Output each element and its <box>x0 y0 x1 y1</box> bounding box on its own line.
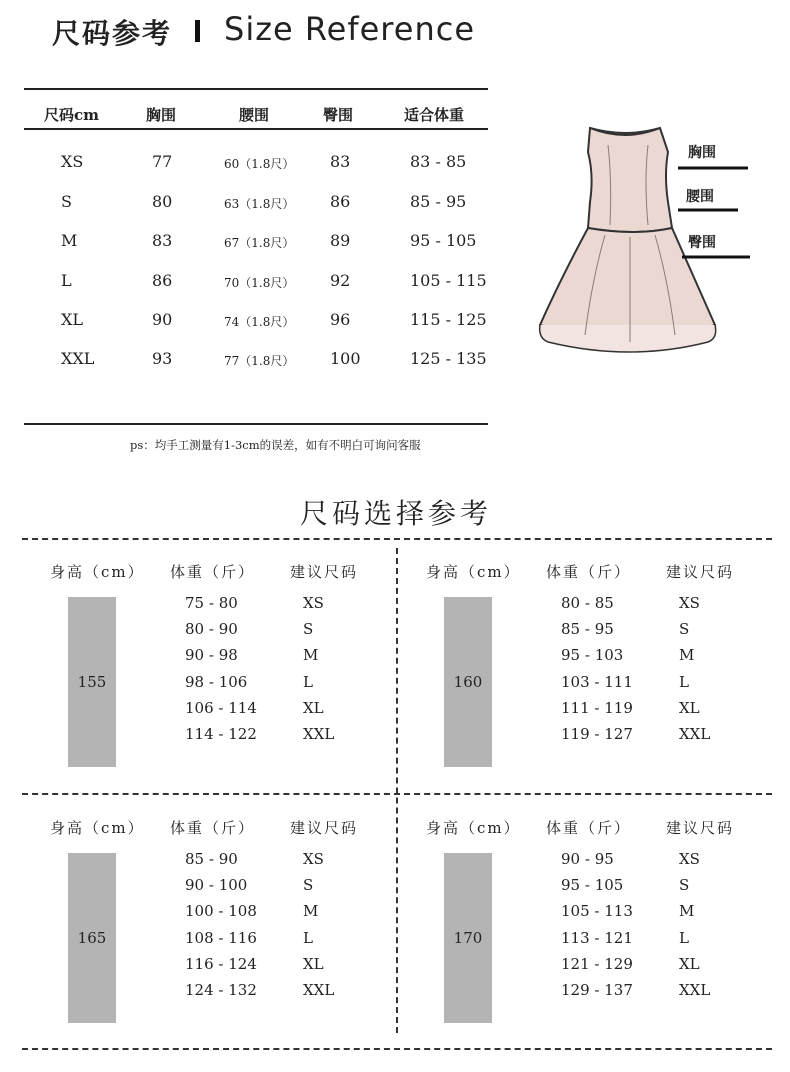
size-table-waist-cell: 67（1.8尺） <box>224 236 295 250</box>
recommended-size: L <box>679 928 689 947</box>
size-column-header: 建议尺码 <box>666 819 735 837</box>
size-table-size-cell: XXL <box>61 349 95 368</box>
weight-range: 106 - 114 <box>185 698 257 717</box>
recommended-size: XL <box>303 698 324 717</box>
weight-range: 75 - 80 <box>185 594 238 612</box>
size-table-hip-cell: 96 <box>330 310 351 329</box>
size-column-header: 建议尺码 <box>290 819 359 837</box>
height-column-header: 身高（cm） <box>426 563 521 581</box>
recommended-size: XL <box>679 954 700 973</box>
height-column-header: 身高（cm） <box>426 819 521 837</box>
size-table-size-cell: S <box>61 192 72 211</box>
recommended-size: XS <box>679 594 700 612</box>
recommended-size: L <box>679 672 689 691</box>
size-table-weight-cell: 115 - 125 <box>410 310 487 329</box>
col-header-chest: 胸围 <box>146 106 177 124</box>
weight-range: 90 - 100 <box>185 876 248 895</box>
weight-range: 119 - 127 <box>561 725 633 743</box>
size-table-hip-cell: 100 <box>330 349 361 368</box>
recommended-size: M <box>679 902 695 921</box>
recommended-size: L <box>303 928 313 947</box>
size-table-waist-cell: 70（1.8尺） <box>224 276 295 290</box>
size-table-chest-cell: 93 <box>152 349 173 368</box>
recommended-size: XS <box>679 850 700 868</box>
size-table-hip-cell: 86 <box>330 192 351 211</box>
weight-range: 100 - 108 <box>185 902 257 921</box>
grid-vertical-dash <box>396 548 398 1033</box>
size-table-chest-cell: 83 <box>152 231 173 250</box>
recommended-size: S <box>303 620 314 639</box>
col-header-weight: 适合体重 <box>404 106 465 124</box>
recommended-size: S <box>679 876 690 895</box>
weight-range: 98 - 106 <box>185 672 248 691</box>
size-table-waist-cell: 77（1.8尺） <box>224 354 295 368</box>
weight-range: 103 - 111 <box>561 672 633 691</box>
recommended-size: S <box>303 876 314 895</box>
weight-range: 116 - 124 <box>185 954 257 973</box>
dress-label-hip: 臀围 <box>688 235 716 251</box>
weight-range: 90 - 98 <box>185 646 238 665</box>
size-table-chest-cell: 90 <box>152 310 173 329</box>
size-table-hip-cell: 83 <box>330 152 351 171</box>
col-header-waist: 腰围 <box>239 106 270 124</box>
recommended-size: L <box>303 672 313 691</box>
recommended-size: XL <box>303 954 324 973</box>
recommended-size: XXL <box>679 725 711 743</box>
height-bar: 160 <box>444 597 492 767</box>
size-table-hip-cell: 89 <box>330 231 351 250</box>
height-column-header: 身高（cm） <box>50 563 145 581</box>
height-bar: 170 <box>444 853 492 1023</box>
weight-column-header: 体重（斤） <box>170 563 256 581</box>
weight-range: 129 - 137 <box>561 981 633 999</box>
weight-range: 80 - 90 <box>185 620 238 639</box>
weight-range: 85 - 95 <box>561 620 614 639</box>
weight-column-header: 体重（斤） <box>546 819 632 837</box>
weight-column-header: 体重（斤） <box>170 819 256 837</box>
weight-range: 85 - 90 <box>185 850 238 868</box>
weight-range: 124 - 132 <box>185 981 257 999</box>
weight-range: 111 - 119 <box>561 698 633 717</box>
size-table-chest-cell: 80 <box>152 192 173 211</box>
selection-title: 尺码选择参考 <box>300 497 493 530</box>
weight-range: 114 - 122 <box>185 725 257 743</box>
size-table-weight-cell: 95 - 105 <box>410 231 477 250</box>
page-title-cn: 尺码参考 <box>52 17 173 50</box>
weight-range: 95 - 105 <box>561 876 624 895</box>
col-header-hip: 臀围 <box>323 106 354 124</box>
recommended-size: XXL <box>303 981 335 999</box>
weight-range: 108 - 116 <box>185 928 257 947</box>
recommended-size: XXL <box>303 725 335 743</box>
size-table-size-cell: XS <box>61 152 84 171</box>
weight-column-header: 体重（斤） <box>546 563 632 581</box>
size-table-chest-cell: 86 <box>152 271 173 290</box>
recommended-size: XS <box>303 850 324 868</box>
col-header-size: 尺码cm <box>44 106 100 124</box>
height-bar: 165 <box>68 853 116 1023</box>
measurement-note: ps：均手工测量有1-3cm的误差，如有不明白可询问客服 <box>130 438 421 452</box>
dress-label-chest: 胸围 <box>688 145 716 161</box>
weight-range: 105 - 113 <box>561 902 633 921</box>
height-bar: 155 <box>68 597 116 767</box>
dress-label-waist: 腰围 <box>686 189 714 205</box>
size-column-header: 建议尺码 <box>290 563 359 581</box>
recommended-size: S <box>679 620 690 639</box>
grid-top-dash <box>22 538 772 540</box>
size-table-weight-cell: 85 - 95 <box>410 192 467 211</box>
table-header-rule <box>24 128 488 130</box>
dress-illustration <box>530 110 770 360</box>
height-column-header: 身高（cm） <box>50 819 145 837</box>
size-table-size-cell: XL <box>61 310 84 329</box>
size-table-waist-cell: 74（1.8尺） <box>224 315 295 329</box>
table-bottom-rule <box>24 423 488 425</box>
size-table-chest-cell: 77 <box>152 152 173 171</box>
size-table-waist-cell: 63（1.8尺） <box>224 197 295 211</box>
size-table-size-cell: M <box>61 231 78 250</box>
weight-range: 121 - 129 <box>561 954 633 973</box>
weight-range: 80 - 85 <box>561 594 614 612</box>
size-column-header: 建议尺码 <box>666 563 735 581</box>
size-table-hip-cell: 92 <box>330 271 351 290</box>
table-top-rule <box>24 88 488 90</box>
page-title-en: Size Reference <box>224 10 475 48</box>
size-table-size-cell: L <box>61 271 72 290</box>
title-separator <box>195 20 200 42</box>
size-table-waist-cell: 60（1.8尺） <box>224 157 295 171</box>
recommended-size: M <box>679 646 695 665</box>
size-table-weight-cell: 125 - 135 <box>410 349 487 368</box>
size-table-weight-cell: 105 - 115 <box>410 271 487 290</box>
recommended-size: M <box>303 902 319 921</box>
weight-range: 113 - 121 <box>561 928 633 947</box>
recommended-size: XL <box>679 698 700 717</box>
weight-range: 90 - 95 <box>561 850 614 868</box>
recommended-size: XXL <box>679 981 711 999</box>
grid-bottom-dash <box>22 1048 772 1050</box>
recommended-size: M <box>303 646 319 665</box>
recommended-size: XS <box>303 594 324 612</box>
size-table-weight-cell: 83 - 85 <box>410 152 467 171</box>
weight-range: 95 - 103 <box>561 646 624 665</box>
